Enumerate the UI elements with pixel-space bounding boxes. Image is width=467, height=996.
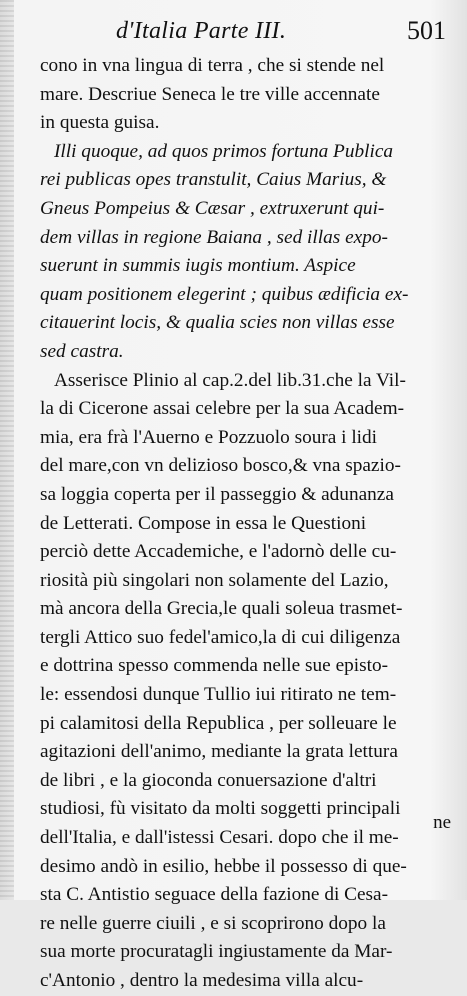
text-line: citauerint locis, & qualia scies non villas esse: [40, 312, 395, 334]
text-line: re nelle guerre ciuili , e si scoprirono dopo la: [40, 912, 386, 934]
text-line: Gneus Pompeius & Cæsar , extruxerunt qui-: [40, 197, 385, 219]
text-line: sed castra.: [40, 340, 124, 362]
text-line: agitazioni dell'animo, mediante la grata lettura: [40, 741, 398, 763]
text-line: la di Cicerone assai celebre per la sua Academ-: [40, 398, 405, 420]
text-line: sua morte procuratagli ingiustamente da Mar-: [40, 941, 393, 963]
text-line: tergli Attico suo fedel'amico,la di cui diligenza: [40, 626, 401, 648]
text-line: c'Antonio , dentro la medesima villa alcu-: [40, 970, 364, 991]
page-gutter-shadow: [0, 0, 14, 900]
page-header: [40, 14, 450, 54]
text-line: pi calamitosi della Republica , per solleuare le: [40, 712, 397, 734]
page-number: 501: [407, 16, 446, 45]
text-line: rei publicas opes transtulit, Caius Marius, &: [40, 169, 387, 191]
text-line: quam positionem elegerint ; quibus ædificia ex-: [40, 283, 409, 305]
text-line: studiosi, fù visitato da molti soggetti principali: [40, 798, 401, 820]
text-line: mà ancora della Grecia,le quali soleua trasmet-: [40, 598, 403, 620]
text-line: e dottrina spesso commenda nelle sue episto-: [40, 655, 389, 677]
text-line: sa loggia coperta per il passeggio & adunanza: [40, 483, 394, 505]
text-line: cono in vna lingua di terra , che si stende nel: [40, 55, 385, 76]
text-line: desimo andò in esilio, hebbe il possesso di que-: [40, 855, 407, 877]
text-line: in questa guisa.: [40, 112, 160, 134]
text-line: de libri , e la gioconda conuersazione d'altri: [40, 769, 377, 791]
text-line: del mare,con vn delizioso bosco,& vna spazio-: [40, 455, 401, 477]
catchword: ne: [433, 812, 451, 833]
text-line: suerunt in summis iugis montium. Aspice: [40, 255, 356, 277]
text-line: mare. Descriue Seneca le tre ville accennate: [40, 83, 380, 105]
text-line: sta C. Antistio seguace della fazione di Cesa-: [40, 884, 389, 906]
text-line: mia, era frà l'Auerno e Pozzuolo soura i lidi: [40, 426, 378, 448]
text-line: riosità più singolari non solamente del Lazio,: [40, 569, 389, 591]
text-line: dem villas in regione Baiana , sed illas expo-: [40, 226, 388, 248]
text-line: Illi quoque, ad quos primos fortuna Publica: [54, 140, 394, 162]
running-title: d'Italia Parte III.: [116, 18, 287, 44]
text-line: le: essendosi dunque Tullio iui ritirato ne tem-: [40, 684, 397, 706]
text-line: perciò dette Accademiche, e l'adornò delle cu-: [40, 541, 397, 563]
body-text: [40, 52, 450, 996]
text-line: de Letterati. Compose in essa le Questioni: [40, 512, 367, 534]
text-line: Asserisce Plinio al cap.2.del lib.31.che la Vil-: [54, 369, 406, 391]
text-line: dell'Italia, e dall'istessi Cesari. dopo che il me-: [40, 827, 399, 849]
